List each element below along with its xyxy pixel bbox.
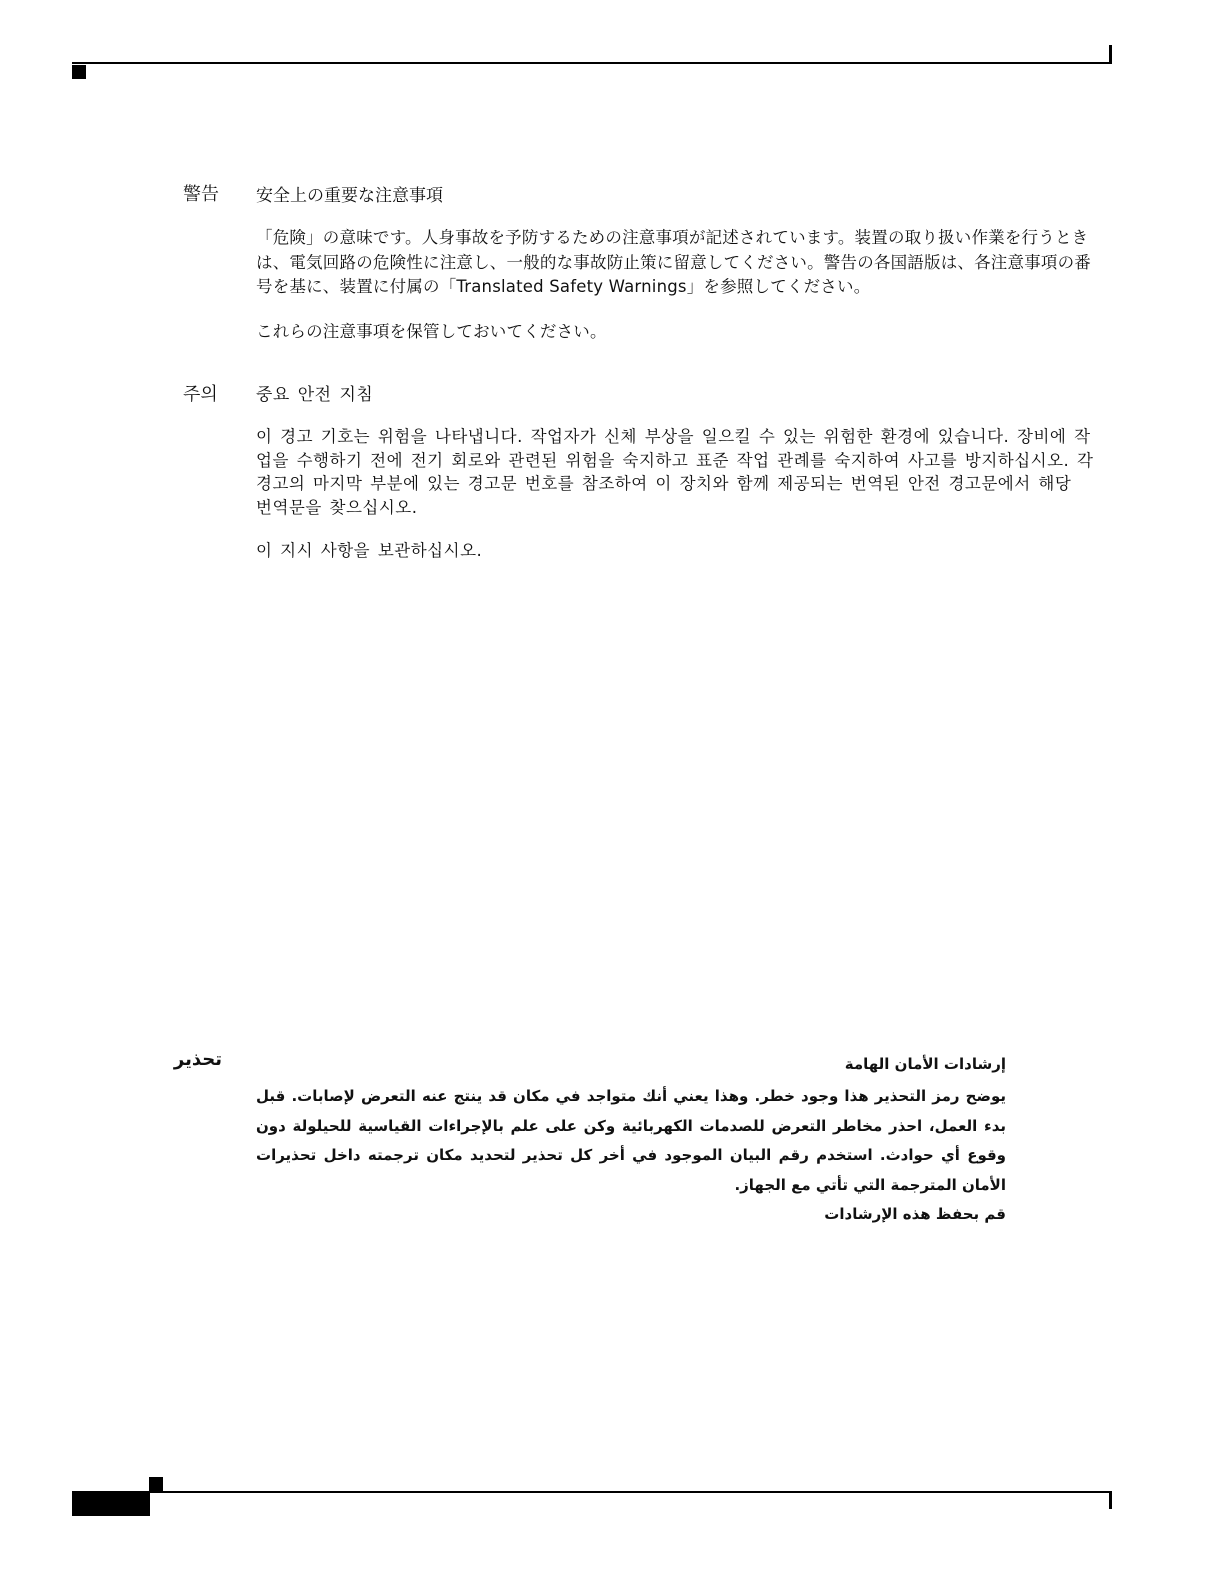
warning-label-arabic: تحذير (173, 1049, 222, 1070)
warning-title-korean: 중요 안전 지침 (256, 385, 374, 405)
warning-content-japanese (256, 184, 1096, 364)
warning-content-korean (256, 383, 1096, 583)
warning-body-korean: 이 경고 기호는 위험을 나타냅니다. 작업자가 신체 부상을 일으킬 수 있는 위험한 환경에 있습니다. 장비에 작업을 수행하기 전에 전기 회로와 관련된 위험을 숙지하고 표준 작업 관례를 숙지하여 사고를 방지하십시오. 각 경고의 마지막 부분에 있는 경고문 번호를 참조하여 이 장치와 함께 제공되는 번역된 안전 경고문에서 해당 번역문을 찾으십시오. (256, 427, 1094, 517)
warning-title-japanese: 安全上の重要な注意事項 (256, 186, 443, 206)
footer-rule (72, 1491, 1112, 1493)
header-rule (72, 62, 1112, 64)
footer-corner-marker (149, 1477, 163, 1491)
footer-tick-marker (1109, 1493, 1112, 1509)
warning-label-korean: 주의 (183, 384, 218, 405)
warning-keep-arabic: قم بحفظ هذه الإرشادات (824, 1205, 1006, 1223)
warning-keep-korean: 이 지시 사항을 보관하십시오. (256, 541, 483, 560)
header-tick-marker (1109, 45, 1112, 64)
warning-body-arabic: يوضح رمز التحذير هذا وجود خطر. وهذا يعني أنك متواجد في مكان قد ينتج عنه التعرض لإصابات. قبل بدء العمل، احذر مخاطر التعرض للصدمات الكهربائية وكن على علم بالإجراءات القياسية للحيلولة دون وقوع أي حوادث. استخدم رقم البيان الموجود في أخر كل تحذير لتحديد مكان ترجمته داخل تحذيرات الأمان المترجمة التي تأتي مع الجهاز. (256, 1087, 1006, 1194)
footer-page-tab (72, 1492, 150, 1516)
warning-label-japanese: 警告 (183, 184, 219, 205)
header-corner-marker (72, 65, 86, 79)
warning-keep-japanese: これらの注意事項を保管しておいてください。 (256, 321, 607, 341)
warning-title-arabic: إرشادات الأمان الهامة (844, 1055, 1006, 1073)
warning-content-arabic (256, 1052, 1006, 1228)
warning-body-japanese: 「危険」の意味です。人身事故を予防するための注意事項が記述されています。装置の取り扱い作業を行うときは、電気回路の危険性に注意し、一般的な事故防止策に留意してください。警告の各国語版は、各注意事項の番号を基に、装置に付属の「Translated Safety Warnings」を参照してください。 (256, 228, 1091, 296)
